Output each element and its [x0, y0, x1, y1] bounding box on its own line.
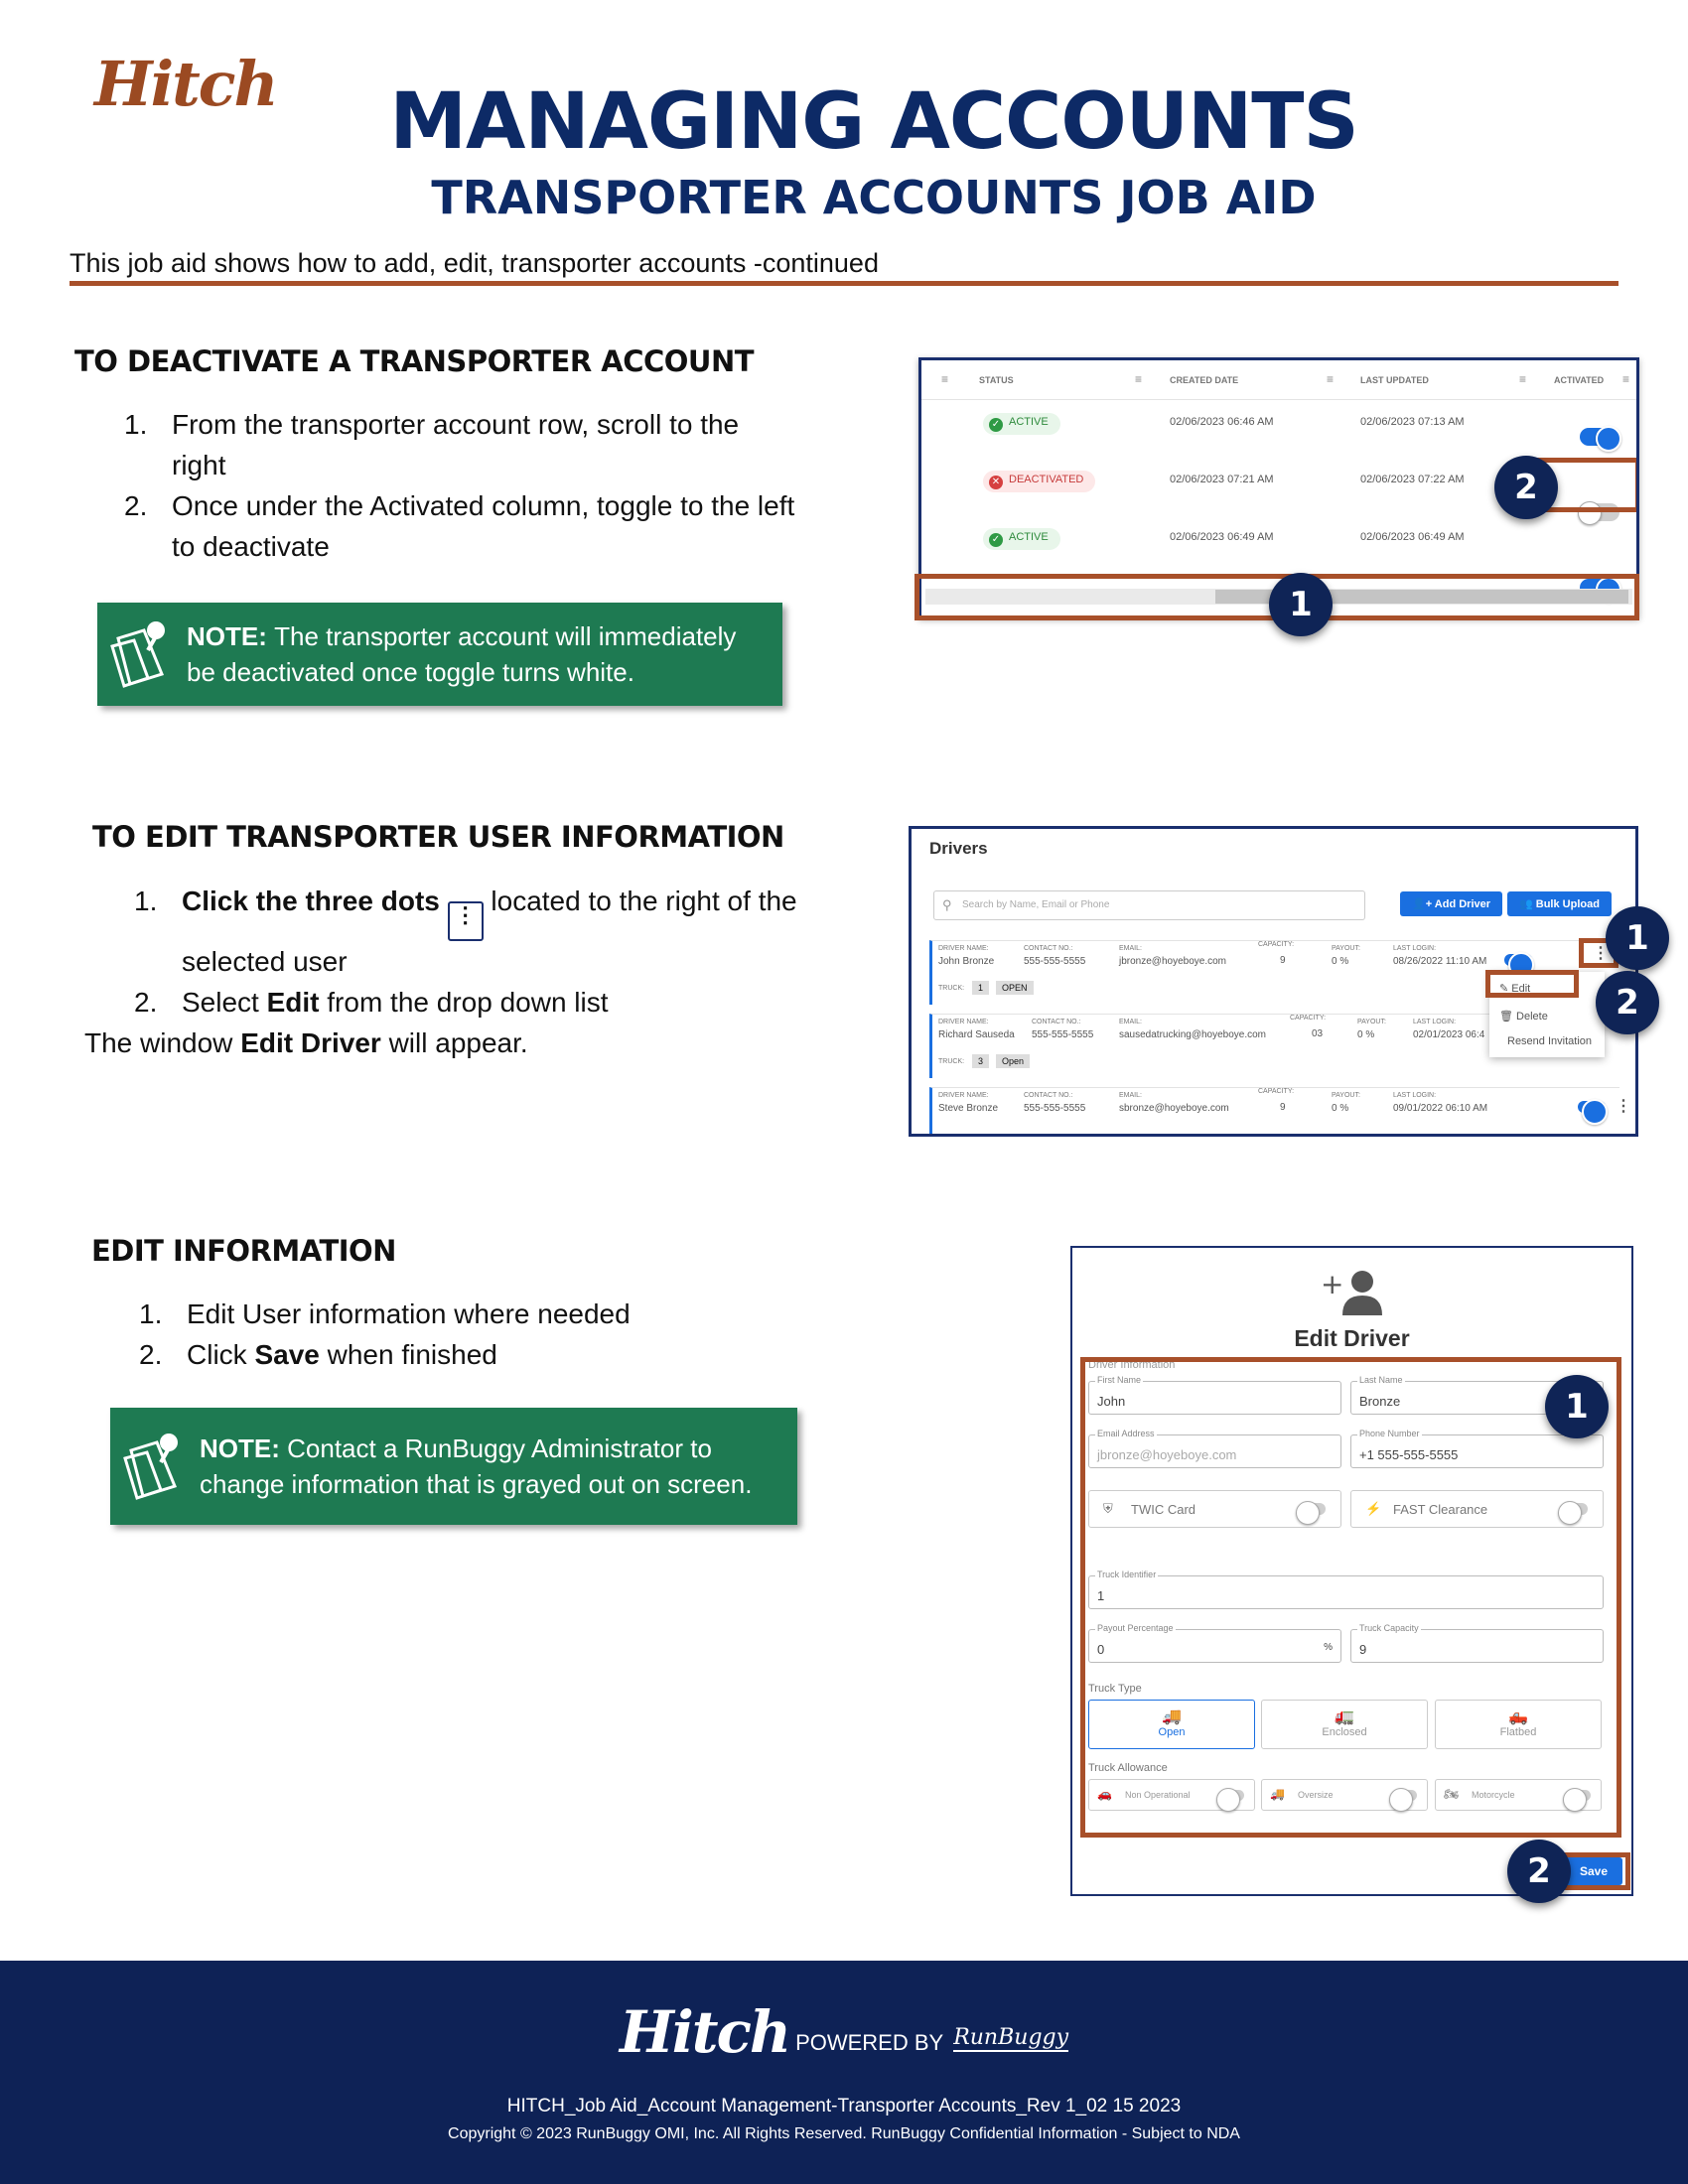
- menu-icon: ≡: [1622, 372, 1630, 386]
- edit-user-result: [84, 1023, 528, 1063]
- allowance-label: Non Operational: [1125, 1790, 1191, 1800]
- label: CAPACITY:: [1258, 1088, 1295, 1095]
- shield-icon: ⛨: [1103, 1501, 1113, 1516]
- save-button[interactable]: Save: [1565, 1857, 1622, 1885]
- step-number: 1.: [139, 1298, 163, 1329]
- search-placeholder: Search by Name, Email or Phone: [962, 899, 1110, 910]
- menu-icon: ≡: [1135, 372, 1143, 386]
- field-label: Truck Capacity: [1359, 1623, 1419, 1633]
- callout-badge: 1: [1269, 573, 1333, 636]
- deactivate-steps: [124, 404, 819, 567]
- pinned-note-icon: [110, 1429, 200, 1504]
- driver-name: Richard Sauseda: [938, 1029, 1015, 1040]
- option-label: Enclosed: [1322, 1726, 1367, 1738]
- column-updated: LAST UPDATED: [1360, 375, 1429, 385]
- callout-badge: 1: [1606, 906, 1669, 970]
- flatbed-truck-icon: 🛻: [1508, 1708, 1528, 1725]
- label: DRIVER NAME:: [938, 945, 989, 952]
- add-user-icon: [1321, 1268, 1386, 1322]
- footer-hitch-logo: Hitch: [619, 1998, 790, 2066]
- callout-badge: 2: [1596, 971, 1659, 1034]
- deactivate-heading: TO DEACTIVATE A TRANSPORTER ACCOUNT: [74, 344, 755, 378]
- header-divider: [70, 281, 1618, 286]
- note-text: The transporter account will immediately: [274, 621, 737, 651]
- field-value: 9: [1359, 1642, 1367, 1657]
- menu-item-delete[interactable]: 🗑 Delete: [1499, 1011, 1548, 1023]
- edit-user-steps: [134, 881, 829, 1023]
- note-text: change information that is grayed out on screen.: [200, 1469, 753, 1499]
- driver-name: Steve Bronze: [938, 1103, 999, 1114]
- bulk-upload-button[interactable]: 👥 Bulk Upload: [1507, 891, 1612, 916]
- truck-type-label: Truck Type: [1088, 1683, 1142, 1695]
- step-text: Click: [187, 1339, 247, 1370]
- label: EMAIL:: [1119, 1019, 1142, 1025]
- updated-date: 02/06/2023 07:22 AM: [1360, 474, 1465, 485]
- step-text: right: [172, 450, 226, 480]
- callout-badge: 2: [1507, 1840, 1571, 1903]
- step-number: 2.: [124, 490, 148, 521]
- callout-badge: 2: [1494, 456, 1558, 519]
- email: jbronze@hoyeboye.com: [1119, 956, 1226, 967]
- driver-name: John Bronze: [938, 956, 995, 967]
- menu-item-resend-invitation[interactable]: Resend Invitation: [1507, 1035, 1592, 1047]
- twic-label: TWIC Card: [1131, 1502, 1196, 1517]
- capacity: 9: [1280, 955, 1286, 966]
- field-label: First Name: [1097, 1375, 1142, 1385]
- label: TRUCK:: [938, 1058, 965, 1065]
- label: PAYOUT:: [1332, 1092, 1360, 1099]
- allowance-label: Oversize: [1298, 1790, 1334, 1800]
- step-number: 2.: [134, 987, 158, 1018]
- edit-info-heading: EDIT INFORMATION: [91, 1234, 396, 1268]
- label: PAYOUT:: [1332, 945, 1360, 952]
- updated-date: 02/06/2023 07:13 AM: [1360, 416, 1465, 428]
- runbuggy-logo: RunBuggy: [953, 2025, 1069, 2050]
- svg-text:+: +: [1321, 1268, 1344, 1300]
- last-login: 02/01/2023 06:4: [1413, 1029, 1485, 1040]
- status-badge: ✕ DEACTIVATED: [983, 470, 1095, 492]
- label: EMAIL:: [1119, 945, 1142, 952]
- drivers-title: Drivers: [929, 839, 988, 858]
- field-label: Phone Number: [1359, 1429, 1420, 1438]
- contact: 555-555-5555: [1024, 1103, 1086, 1114]
- search-input[interactable]: [933, 890, 1365, 920]
- created-date: 02/06/2023 07:21 AM: [1170, 474, 1274, 485]
- field-label: Payout Percentage: [1097, 1623, 1174, 1633]
- deactivate-note: [97, 603, 782, 706]
- step-text: Select: [182, 987, 259, 1018]
- step-bold: Edit: [266, 987, 320, 1018]
- created-date: 02/06/2023 06:49 AM: [1170, 531, 1274, 543]
- section-label: Driver Information: [1088, 1359, 1176, 1371]
- field-value: 1: [1097, 1588, 1105, 1603]
- note-label: NOTE:: [200, 1433, 280, 1463]
- active-toggle[interactable]: [1504, 954, 1532, 966]
- label: LAST LOGIN:: [1393, 1092, 1437, 1099]
- payout: 0 %: [1332, 1103, 1349, 1114]
- dialog-title: Edit Driver: [1294, 1325, 1410, 1351]
- label: LAST LOGIN:: [1393, 945, 1437, 952]
- menu-icon: ≡: [1327, 372, 1335, 386]
- powered-by: POWERED BY: [795, 2030, 944, 2055]
- open-truck-icon: 🚚: [1162, 1708, 1182, 1725]
- capacity: 03: [1312, 1028, 1324, 1039]
- status-badge: ✓ ACTIVE: [983, 527, 1060, 550]
- menu-item-edit[interactable]: ✎ Edit: [1499, 983, 1531, 995]
- truck-id: 1: [972, 981, 989, 995]
- field-label: Truck Identifier: [1097, 1570, 1157, 1579]
- page-title: MANAGING ACCOUNTS: [389, 77, 1358, 167]
- truck-icon: 🚚: [1270, 1787, 1285, 1801]
- note-text: Contact a RunBuggy Administrator to: [287, 1433, 712, 1463]
- field-value: +1 555-555-5555: [1359, 1447, 1459, 1462]
- form-highlight: [1080, 1357, 1621, 1838]
- more-options-icon[interactable]: ⋮: [1593, 945, 1609, 962]
- payout: 0 %: [1357, 1029, 1375, 1040]
- payout: 0 %: [1332, 956, 1349, 967]
- label: EMAIL:: [1119, 1092, 1142, 1099]
- step-text: from the drop down list: [327, 987, 609, 1018]
- column-status: STATUS: [979, 375, 1014, 385]
- menu-icon: ≡: [1519, 372, 1527, 386]
- activated-toggle[interactable]: [1580, 428, 1619, 446]
- field-value: Bronze: [1359, 1394, 1401, 1409]
- step-text: located to the right of the: [491, 886, 797, 916]
- status-badge: ✓ ACTIVE: [983, 412, 1060, 435]
- motorcycle-icon: 🏍: [1444, 1787, 1460, 1801]
- step-text: From the transporter account row, scroll to the: [172, 409, 740, 440]
- edit-user-heading: TO EDIT TRANSPORTER USER INFORMATION: [92, 820, 784, 854]
- last-login: 09/01/2022 06:10 AM: [1393, 1103, 1488, 1114]
- result-text: The window: [84, 1027, 233, 1058]
- note-text: be deactivated once toggle turns white.: [187, 657, 634, 687]
- label: CONTACT NO.:: [1032, 1019, 1081, 1025]
- result-bold: Edit Driver: [240, 1027, 381, 1058]
- step-text: Edit User information where needed: [187, 1298, 631, 1329]
- add-driver-button[interactable]: 👤+ Add Driver: [1400, 891, 1502, 916]
- step-text: Once under the Activated column, toggle to the left: [172, 490, 795, 521]
- table-row[interactable]: [929, 1087, 1631, 1137]
- document-id: HITCH_Job Aid_Account Management-Transporter Accounts_Rev 1_02 15 2023: [506, 2096, 1182, 2116]
- step-text: to deactivate: [172, 531, 330, 562]
- active-toggle[interactable]: [1578, 1101, 1606, 1113]
- three-dots-icon: ⋮: [448, 901, 484, 941]
- field-label: Email Address: [1097, 1429, 1155, 1438]
- footer: [0, 1961, 1688, 2184]
- edit-highlight: [1485, 970, 1579, 998]
- field-value: 0: [1097, 1642, 1105, 1657]
- email: sausedatrucking@hoyeboye.com: [1119, 1029, 1267, 1040]
- label: CONTACT NO.:: [1024, 945, 1073, 952]
- allowance-label: Motorcycle: [1472, 1790, 1515, 1800]
- field-label: Last Name: [1359, 1375, 1403, 1385]
- enclosed-truck-icon: 🚛: [1335, 1708, 1354, 1725]
- column-activated: ACTIVATED: [1554, 375, 1605, 385]
- copyright: Copyright © 2023 RunBuggy OMI, Inc. All Rights Reserved. RunBuggy Confidential Information - Subject to NDA: [448, 2125, 1240, 2142]
- fast-label: FAST Clearance: [1393, 1502, 1488, 1517]
- edit-info-steps: [139, 1294, 834, 1375]
- more-options-icon[interactable]: ⋮: [1616, 1098, 1631, 1115]
- pinned-note-icon: [97, 616, 187, 692]
- capacity: 9: [1280, 1102, 1286, 1113]
- truck-type: OPEN: [996, 981, 1034, 995]
- step-number: 1.: [124, 409, 148, 440]
- step-bold: Click the three dots: [182, 886, 440, 916]
- result-text: will appear.: [388, 1027, 528, 1058]
- label: DRIVER NAME:: [938, 1092, 989, 1099]
- note-label: NOTE:: [187, 621, 267, 651]
- field-value: jbronze@hoyeboye.com: [1097, 1447, 1237, 1462]
- edit-info-note: [110, 1408, 797, 1525]
- updated-date: 02/06/2023 06:49 AM: [1360, 531, 1465, 543]
- label: CAPACITY:: [1258, 941, 1295, 948]
- intro-text: This job aid shows how to add, edit, transporter accounts -continued: [70, 248, 879, 278]
- contact: 555-555-5555: [1032, 1029, 1094, 1040]
- option-label: Flatbed: [1499, 1726, 1537, 1738]
- contact: 555-555-5555: [1024, 956, 1086, 967]
- step-text: when finished: [327, 1339, 497, 1370]
- truck-allowance-label: Truck Allowance: [1088, 1762, 1168, 1774]
- step-number: 1.: [134, 886, 158, 916]
- label: CONTACT NO.:: [1024, 1092, 1073, 1099]
- lightning-icon: ⚡: [1365, 1501, 1382, 1516]
- car-icon: 🚗: [1097, 1787, 1112, 1801]
- email: sbronze@hoyeboye.com: [1119, 1103, 1229, 1114]
- drivers-screenshot: [909, 826, 1638, 1137]
- callout-badge: 1: [1545, 1375, 1609, 1438]
- hitch-logo: Hitch: [94, 48, 277, 120]
- label: TRUCK:: [938, 985, 965, 992]
- page-subtitle: TRANSPORTER ACCOUNTS JOB AID: [431, 171, 1317, 224]
- label: CAPACITY:: [1290, 1015, 1327, 1022]
- search-icon: ⚲: [942, 897, 952, 912]
- column-created: CREATED DATE: [1170, 375, 1239, 385]
- created-date: 02/06/2023 06:46 AM: [1170, 416, 1274, 428]
- truck-type: Open: [996, 1054, 1030, 1068]
- last-login: 08/26/2022 11:10 AM: [1393, 956, 1487, 967]
- label: DRIVER NAME:: [938, 1019, 989, 1025]
- truck-id: 3: [972, 1054, 989, 1068]
- label: PAYOUT:: [1357, 1019, 1386, 1025]
- label: LAST LOGIN:: [1413, 1019, 1457, 1025]
- step-text: selected user: [182, 946, 348, 977]
- percent-sign: %: [1324, 1642, 1333, 1653]
- option-label: Open: [1158, 1726, 1186, 1738]
- table-header: [921, 360, 1636, 400]
- step-number: 2.: [139, 1339, 163, 1370]
- step-bold: Save: [254, 1339, 320, 1370]
- field-value: John: [1097, 1394, 1126, 1409]
- menu-icon: ≡: [941, 372, 949, 386]
